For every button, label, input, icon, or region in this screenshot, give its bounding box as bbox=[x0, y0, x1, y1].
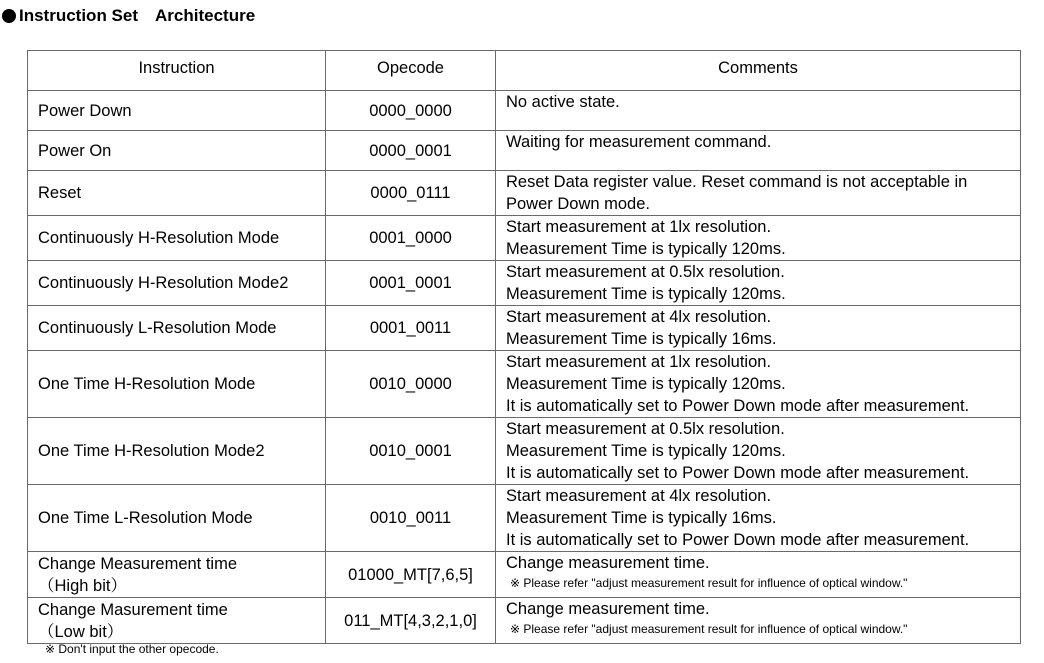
comment-line: Start measurement at 4lx resolution. bbox=[506, 308, 772, 326]
opecode-cell: 0010_0011 bbox=[326, 485, 496, 552]
opecode-cell: 0000_0001 bbox=[326, 131, 496, 171]
opecode-cell: 0010_0001 bbox=[326, 418, 496, 485]
opecode-cell: 011_MT[4,3,2,1,0] bbox=[326, 598, 496, 644]
comments-cell bbox=[496, 552, 1021, 598]
section-title-part1: Instruction Set bbox=[19, 6, 139, 25]
opecode-cell: 0001_0000 bbox=[326, 216, 496, 261]
instruction-cell bbox=[28, 485, 326, 552]
comments-cell bbox=[496, 131, 1021, 171]
table-row bbox=[28, 552, 1021, 598]
comment-line: Measurement Time is typically 120ms. bbox=[506, 285, 786, 303]
comment-line: Start measurement at 1lx resolution. bbox=[506, 218, 772, 236]
comment-line: Start measurement at 4lx resolution. bbox=[506, 487, 772, 505]
instruction-text: Power Down bbox=[38, 101, 132, 120]
instruction-set-table bbox=[27, 50, 1021, 644]
comment-line: Reset Data register value. Reset command is not acceptable in bbox=[506, 173, 968, 191]
footnote: ※ Don't input the other opecode. bbox=[45, 642, 219, 656]
instruction-text: Change Masurement time bbox=[38, 600, 228, 619]
comment-line: Measurement Time is typically 120ms. bbox=[506, 442, 786, 460]
instruction-cell bbox=[28, 598, 326, 644]
instruction-text: Change Measurement time bbox=[38, 554, 238, 573]
comment-line: Measurement Time is typically 16ms. bbox=[506, 330, 777, 348]
table-row bbox=[28, 598, 1021, 644]
comment-line: Waiting for measurement command. bbox=[506, 133, 772, 151]
table-row bbox=[28, 171, 1021, 216]
comments-cell bbox=[496, 216, 1021, 261]
instruction-text: One Time H-Resolution Mode bbox=[38, 375, 256, 393]
opecode-cell: 0000_0111 bbox=[326, 171, 496, 216]
table-row bbox=[28, 91, 1021, 131]
header-opecode: Opecode bbox=[326, 51, 496, 91]
comment-line: Start measurement at 0.5lx resolution. bbox=[506, 420, 785, 438]
comment-note: ※ Please refer "adjust measurement result for influence of optical window." bbox=[510, 622, 908, 636]
opecode-cell: 01000_MT[7,6,5] bbox=[326, 552, 496, 598]
instruction-cell bbox=[28, 351, 326, 418]
comments-cell bbox=[496, 485, 1021, 552]
comments-cell bbox=[496, 351, 1021, 418]
header-comments: Comments bbox=[496, 51, 1021, 91]
comments-cell bbox=[496, 418, 1021, 485]
comment-line: Power Down mode. bbox=[506, 195, 650, 213]
instruction-subtext: （Low bit） bbox=[38, 622, 124, 641]
instruction-text: Continuously H-Resolution Mode2 bbox=[38, 274, 289, 292]
opecode-cell: 0010_0000 bbox=[326, 351, 496, 418]
comments-cell bbox=[496, 91, 1021, 131]
opecode-cell: 0001_0011 bbox=[326, 306, 496, 351]
table-row bbox=[28, 485, 1021, 552]
comments-cell bbox=[496, 261, 1021, 306]
instruction-text: One Time L-Resolution Mode bbox=[38, 509, 253, 527]
comment-line: Start measurement at 1lx resolution. bbox=[506, 353, 772, 371]
table-row bbox=[28, 306, 1021, 351]
instruction-cell bbox=[28, 216, 326, 261]
table-row bbox=[28, 216, 1021, 261]
bullet-icon bbox=[2, 9, 16, 23]
comment-line: Measurement Time is typically 16ms. bbox=[506, 509, 777, 527]
instruction-cell bbox=[28, 131, 326, 171]
table-row bbox=[28, 131, 1021, 171]
header-instruction: Instruction bbox=[28, 51, 326, 91]
section-title-part2: Architecture bbox=[155, 6, 256, 25]
comment-line: No active state. bbox=[506, 93, 620, 111]
comment-line: Measurement Time is typically 120ms. bbox=[506, 240, 786, 258]
instruction-subtext: （High bit） bbox=[38, 576, 127, 595]
instruction-cell bbox=[28, 552, 326, 598]
comments-cell bbox=[496, 306, 1021, 351]
instruction-text: Continuously H-Resolution Mode bbox=[38, 229, 280, 247]
opecode-cell: 0001_0001 bbox=[326, 261, 496, 306]
instruction-text: Reset bbox=[38, 184, 82, 202]
comment-note: ※ Please refer "adjust measurement result for influence of optical window." bbox=[510, 576, 908, 590]
comments-cell bbox=[496, 171, 1021, 216]
comment-line: It is automatically set to Power Down mode after measurement. bbox=[506, 397, 970, 415]
table-row bbox=[28, 351, 1021, 418]
table-row bbox=[28, 261, 1021, 306]
instruction-cell bbox=[28, 91, 326, 131]
instruction-cell bbox=[28, 261, 326, 306]
instruction-cell bbox=[28, 418, 326, 485]
comment-line: It is automatically set to Power Down mode after measurement. bbox=[506, 464, 970, 482]
comment-line: Start measurement at 0.5lx resolution. bbox=[506, 263, 785, 281]
comment-line: Measurement Time is typically 120ms. bbox=[506, 375, 786, 393]
instruction-text: Power On bbox=[38, 141, 112, 160]
section-title bbox=[2, 5, 255, 27]
opecode-cell: 0000_0000 bbox=[326, 91, 496, 131]
comments-cell bbox=[496, 598, 1021, 644]
instruction-text: Continuously L-Resolution Mode bbox=[38, 319, 277, 337]
instruction-cell bbox=[28, 171, 326, 216]
instruction-text: One Time H-Resolution Mode2 bbox=[38, 442, 265, 460]
table-row bbox=[28, 418, 1021, 485]
instruction-cell bbox=[28, 306, 326, 351]
comment-line: Change measurement time. bbox=[506, 600, 710, 618]
table-header-row bbox=[28, 51, 1021, 91]
comment-line: It is automatically set to Power Down mode after measurement. bbox=[506, 531, 970, 549]
comment-line: Change measurement time. bbox=[506, 554, 710, 572]
